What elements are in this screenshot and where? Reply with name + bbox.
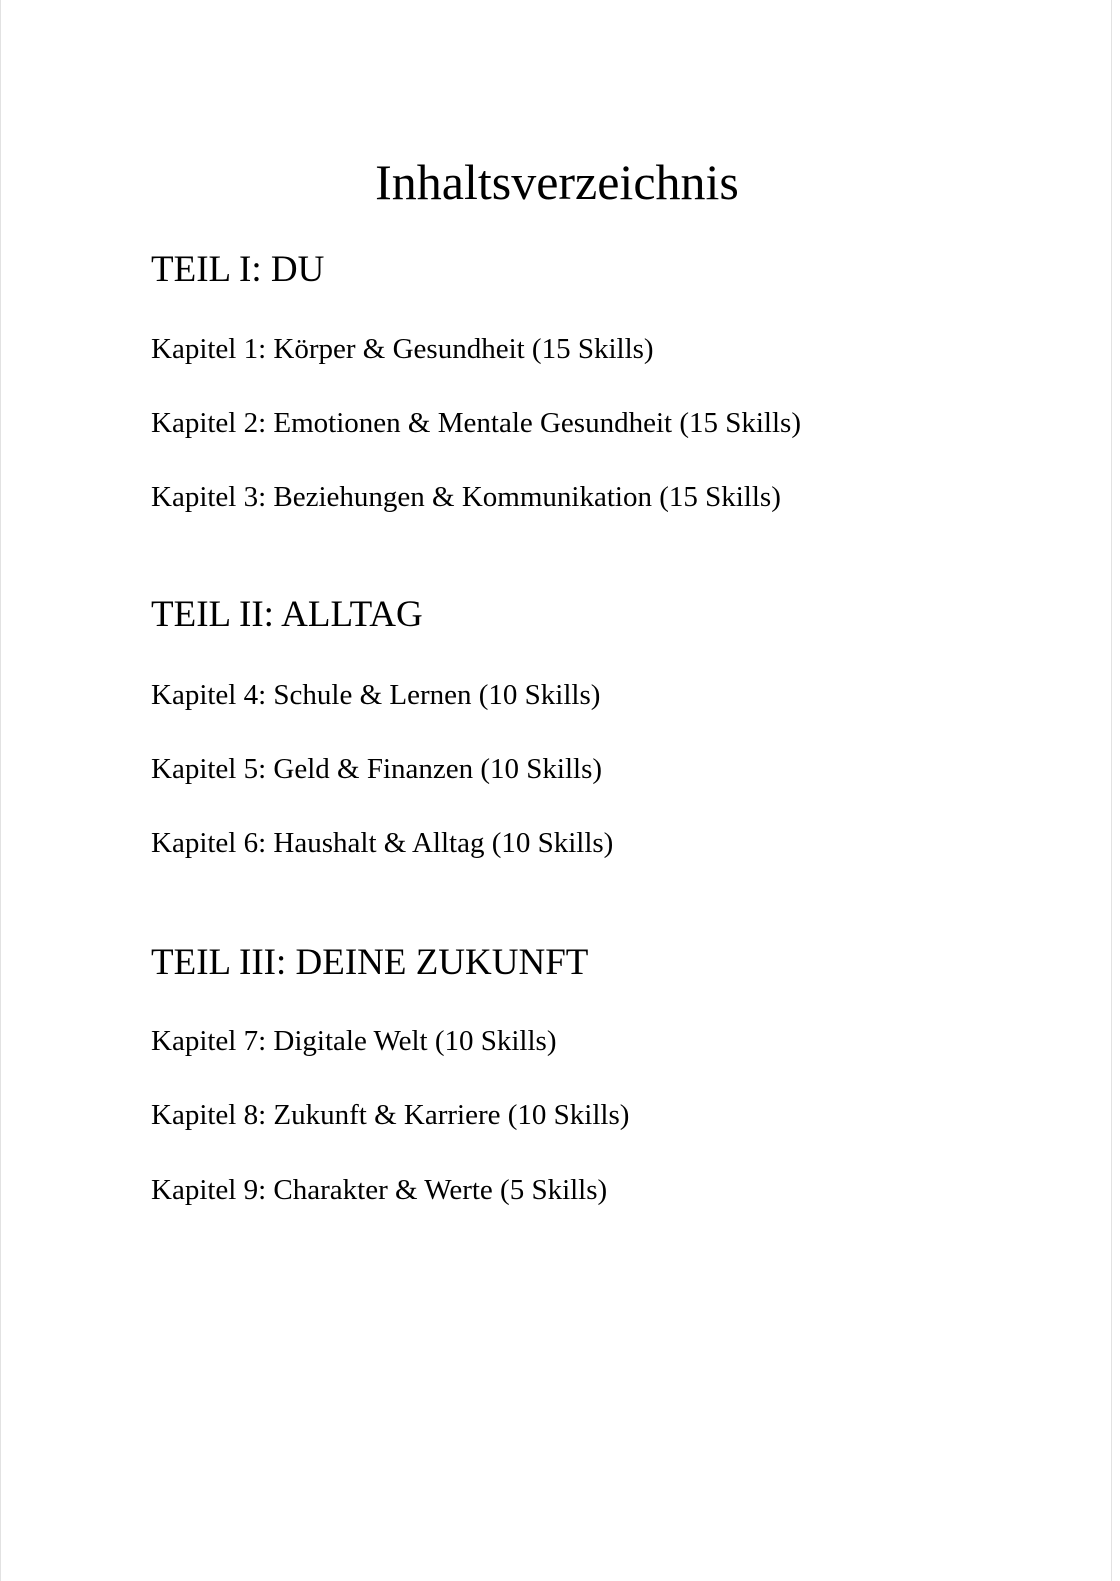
chapter-entry-7: Kapitel 7: Digitale Welt (10 Skills)	[151, 1025, 557, 1057]
chapter-entry-6: Kapitel 6: Haushalt & Alltag (10 Skills)	[151, 827, 614, 859]
chapter-entry-3: Kapitel 3: Beziehungen & Kommunikation (15 Skills)	[151, 481, 781, 513]
chapter-entry-5: Kapitel 5: Geld & Finanzen (10 Skills)	[151, 753, 603, 785]
chapter-entry-2: Kapitel 2: Emotionen & Mentale Gesundheit (15 Skills)	[151, 407, 801, 439]
part-title-2: TEIL II: ALLTAG	[151, 594, 423, 635]
page-title: Inhaltsverzeichnis	[375, 154, 739, 210]
part-title-3: TEIL III: DEINE ZUKUNFT	[151, 942, 589, 983]
part-title-1: TEIL I: DU	[151, 249, 325, 290]
chapter-entry-8: Kapitel 8: Zukunft & Karriere (10 Skills)	[151, 1099, 630, 1131]
chapter-entry-4: Kapitel 4: Schule & Lernen (10 Skills)	[151, 679, 601, 711]
chapter-entry-9: Kapitel 9: Charakter & Werte (5 Skills)	[151, 1174, 608, 1206]
chapter-entry-1: Kapitel 1: Körper & Gesundheit (15 Skills)	[151, 333, 654, 365]
